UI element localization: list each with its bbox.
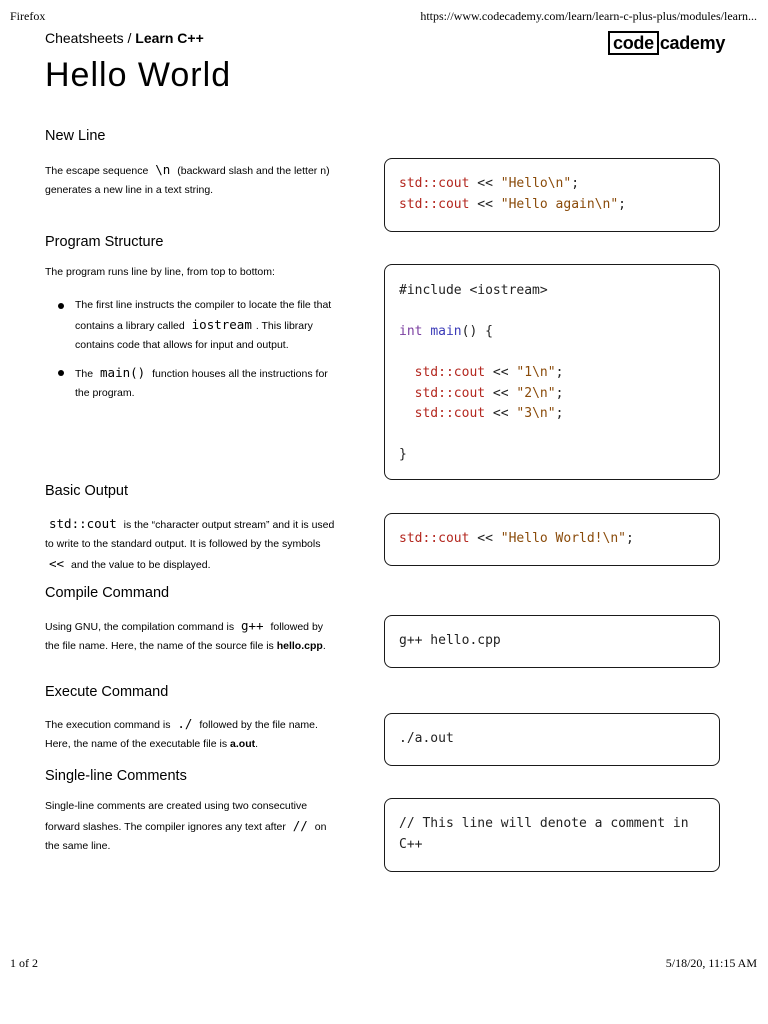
desc-text: The first line instructs the compiler to locate the file that contains a library called — [75, 299, 332, 332]
section-heading-basic-output: Basic Output — [45, 483, 129, 499]
code-token: "Hello World!\n" — [500, 531, 626, 546]
code-block-single-line-comments — [384, 798, 720, 872]
code-token: ; — [626, 531, 634, 546]
code-block-execute-command — [384, 713, 720, 766]
code-token: std::cout — [414, 385, 486, 401]
section-desc-compile-command — [45, 616, 335, 656]
bold-filename: a.out — [230, 738, 256, 750]
code-block-new-line — [384, 158, 720, 232]
code-token: int — [399, 324, 423, 339]
bullet-dot — [58, 370, 64, 376]
browser-name: Firefox — [10, 9, 46, 23]
desc-text: function houses all the instructions for the program. — [75, 368, 328, 399]
desc-text: on the same line. — [45, 821, 327, 852]
code-line: g++ hello.cpp — [399, 633, 501, 648]
code-line — [399, 174, 705, 195]
code-line-blank — [399, 302, 705, 323]
inline-code: << — [49, 556, 65, 571]
code-token: << — [485, 385, 517, 401]
code-token: () { — [461, 324, 493, 339]
desc-text: Using GNU, the compilation command is — [45, 621, 235, 633]
code-token: << — [469, 196, 501, 212]
desc-text: and the value to be displayed. — [70, 559, 211, 571]
code-token: ; — [571, 176, 580, 191]
page-title: Hello World — [45, 56, 232, 94]
code-token: << — [469, 531, 501, 546]
list-item — [45, 363, 335, 403]
code-token: "Hello again\n" — [500, 196, 619, 212]
code-token: std::cout — [414, 365, 486, 380]
section-desc-new-line — [45, 160, 335, 200]
code-token: << — [485, 365, 517, 380]
section-heading-single-line-comments: Single-line Comments — [45, 768, 187, 784]
inline-code: main() — [100, 365, 146, 380]
code-token: ; — [555, 406, 564, 421]
section-desc-execute-command — [45, 714, 335, 754]
code-line: #include <iostream> — [399, 283, 548, 298]
code-line-blank — [399, 425, 705, 446]
code-line — [399, 404, 705, 425]
desc-text: . — [322, 640, 326, 652]
section-desc-single-line-comments — [45, 797, 335, 856]
breadcrumb-separator: / — [123, 30, 136, 46]
desc-text: followed by the file name. Here, the name of the source file is — [45, 621, 324, 652]
code-block-basic-output — [384, 513, 720, 566]
code-token: "1\n" — [516, 365, 556, 380]
desc-text: is the “character output stream” and it is used to write to the standard output. It is followed by the symbols — [45, 519, 335, 550]
print-date: 5/18/20, 11:15 AM — [665, 956, 757, 970]
section-heading-execute-command: Execute Command — [45, 684, 169, 700]
section-heading-compile-command: Compile Command — [45, 585, 170, 601]
bullet-list — [45, 296, 335, 411]
breadcrumb-root-link[interactable]: Cheatsheets — [45, 30, 124, 46]
logo-rest-text: cademy — [659, 33, 726, 53]
code-token: "3\n" — [516, 406, 556, 421]
section-heading-program-structure: Program Structure — [45, 234, 164, 250]
desc-text: (backward slash and the letter n) generates a new line in a text string. — [45, 165, 330, 196]
breadcrumb — [45, 30, 204, 46]
code-block-program-structure — [384, 264, 720, 480]
inline-code: g++ — [241, 618, 264, 633]
code-line — [399, 363, 705, 384]
code-line: // This line will denote a comment in — [399, 816, 689, 831]
code-token: std::cout — [399, 176, 470, 191]
code-line — [399, 195, 705, 216]
page-count: 1 of 2 — [10, 956, 38, 970]
code-token: main — [430, 324, 462, 339]
code-token: "Hello\n" — [500, 176, 572, 191]
code-line: ./a.out — [399, 731, 454, 746]
section-desc-program-structure: The program runs line by line, from top to bottom: — [45, 266, 275, 278]
bold-filename: hello.cpp — [276, 640, 323, 652]
section-heading-new-line: New Line — [45, 128, 106, 144]
inline-code: ./ — [177, 716, 193, 731]
list-item — [45, 296, 335, 355]
desc-text: The execution command is — [45, 719, 171, 731]
code-token: std::cout — [399, 531, 470, 546]
code-line — [399, 384, 705, 405]
code-line: } — [399, 447, 407, 462]
inline-code: iostream — [191, 317, 252, 332]
code-line — [399, 322, 705, 343]
inline-code: \n — [155, 162, 171, 177]
code-block-compile-command — [384, 615, 720, 668]
code-token: std::cout — [414, 406, 486, 421]
page-url: https://www.codecademy.com/learn/learn-c-plus-plus/modules/learn... — [420, 9, 757, 23]
code-token: << — [469, 176, 501, 191]
desc-text: . — [255, 738, 259, 750]
code-token: ; — [555, 385, 564, 401]
inline-code: // — [292, 818, 308, 833]
logo-boxed-text: code — [608, 31, 659, 55]
code-token: "2\n" — [516, 385, 556, 401]
desc-text: The — [75, 368, 94, 380]
code-line-blank — [399, 343, 705, 364]
section-desc-basic-output — [45, 514, 335, 575]
code-token: ; — [555, 365, 564, 380]
inline-code: std::cout — [49, 516, 117, 531]
codecademy-logo[interactable] — [608, 31, 725, 55]
code-token: << — [485, 406, 517, 421]
breadcrumb-current[interactable]: Learn C++ — [135, 30, 204, 46]
code-line — [399, 529, 705, 550]
desc-text: . This library contains code that allows for input and output. — [75, 320, 313, 351]
code-line: C++ — [399, 836, 423, 852]
desc-text: followed by the file name. Here, the name of the executable file is — [45, 719, 318, 750]
desc-text: The escape sequence — [45, 165, 149, 177]
code-token: std::cout — [399, 196, 470, 212]
desc-text: Single-line comments are created using two consecutive forward slashes. The compiler ignores any text after — [45, 800, 308, 833]
bullet-dot — [58, 303, 64, 309]
code-token: ; — [618, 196, 626, 212]
